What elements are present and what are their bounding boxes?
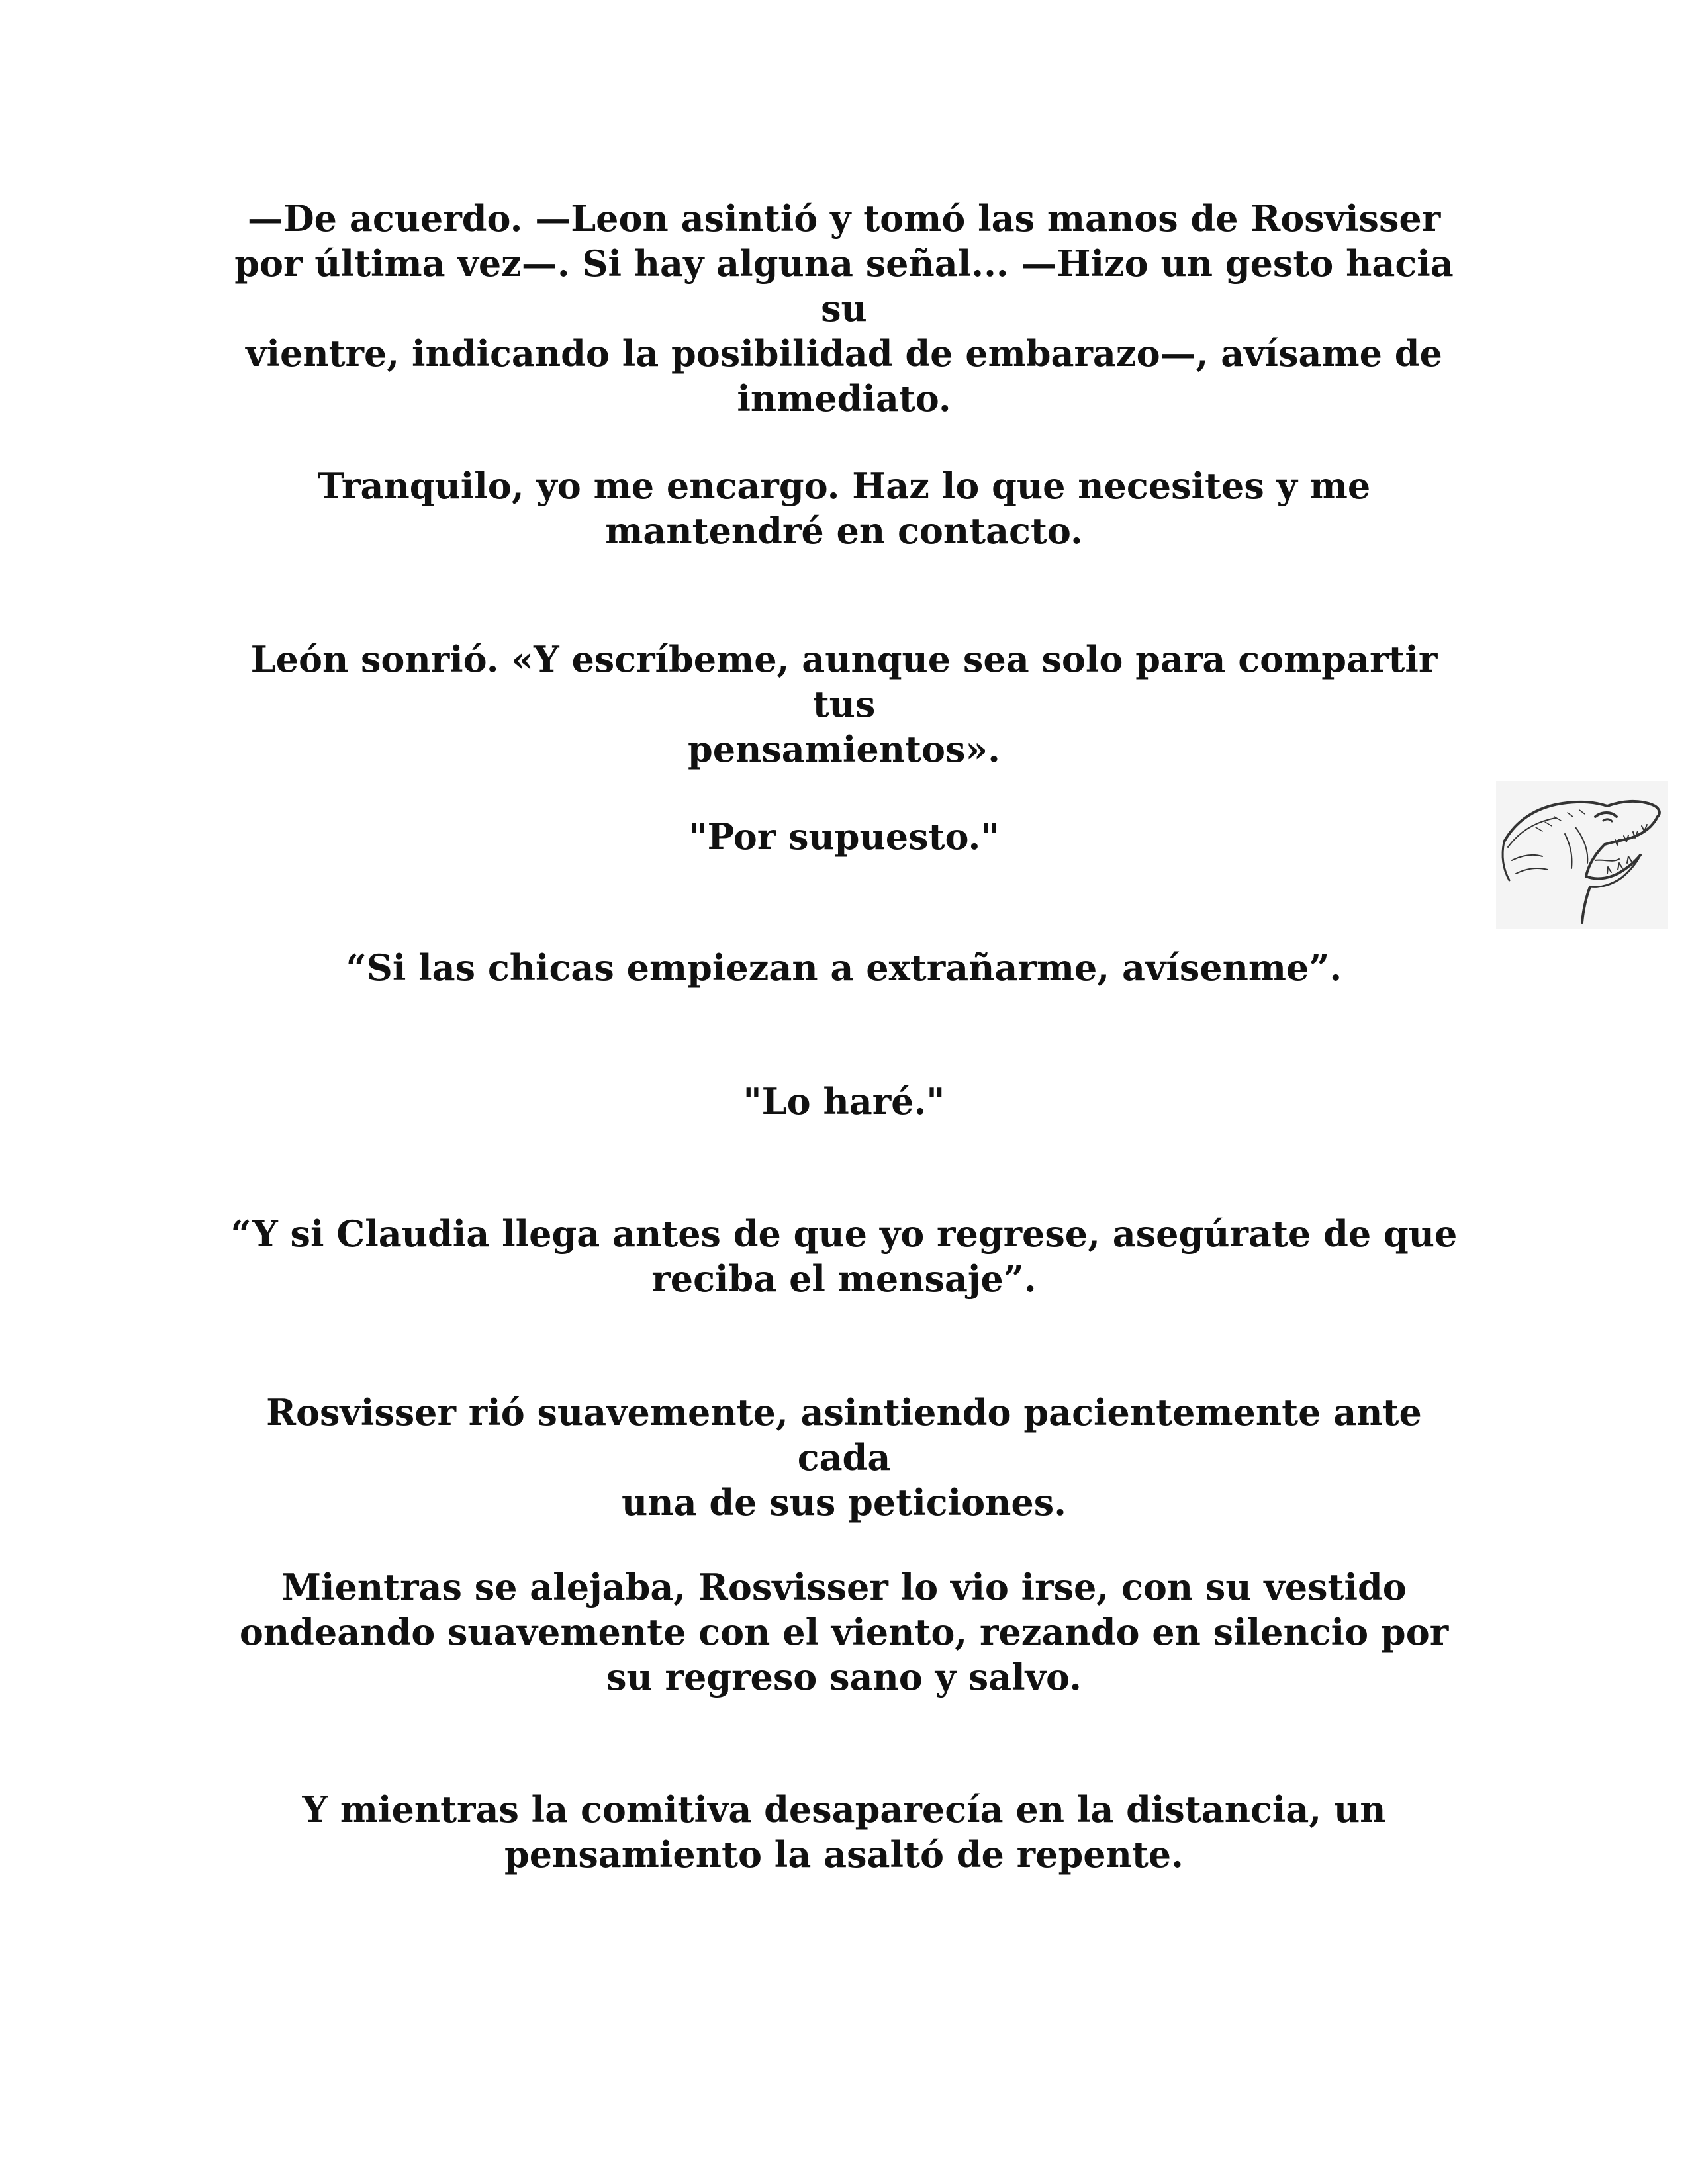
- paragraph-6: "Lo haré.": [743, 1080, 945, 1122]
- paragraph-8: Rosvisser rió suavemente, asintiendo pacientemente ante cada una de sus peticiones.: [266, 1391, 1422, 1524]
- paragraph-10: Y mientras la comitiva desaparecía en la distancia, un pensamiento la asaltó de repente.: [302, 1788, 1386, 1876]
- paragraph-7: “Y si Claudia llega antes de que yo regrese, asegúrate de que reciba el mensaje”.: [230, 1212, 1458, 1300]
- paragraph-3: León sonrió. «Y escríbeme, aunque sea solo para compartir tus pensamientos».: [250, 638, 1438, 770]
- dinosaur-head-sketch-icon: [1496, 781, 1668, 929]
- paragraph-2: Tranquilo, yo me encargo. Haz lo que necesites y me mantendré en contacto.: [317, 465, 1371, 552]
- paragraph-4: "Por supuesto.": [688, 815, 1000, 858]
- paragraph-9: Mientras se alejaba, Rosvisser lo vio irse, con su vestido ondeando suavemente con el viento, rezando en silencio por su regreso sano y salvo.: [239, 1566, 1449, 1698]
- paragraph-5: “Si las chicas empiezan a extrañarme, avísenme”.: [346, 946, 1342, 989]
- paragraph-1: —De acuerdo. —Leon asintió y tomó las manos de Rosvisser por última vez—. Si hay alguna señal... —Hizo un gesto hacia su vientre, indicando la posibilidad de embarazo—, avísame de inmediato.: [234, 197, 1454, 420]
